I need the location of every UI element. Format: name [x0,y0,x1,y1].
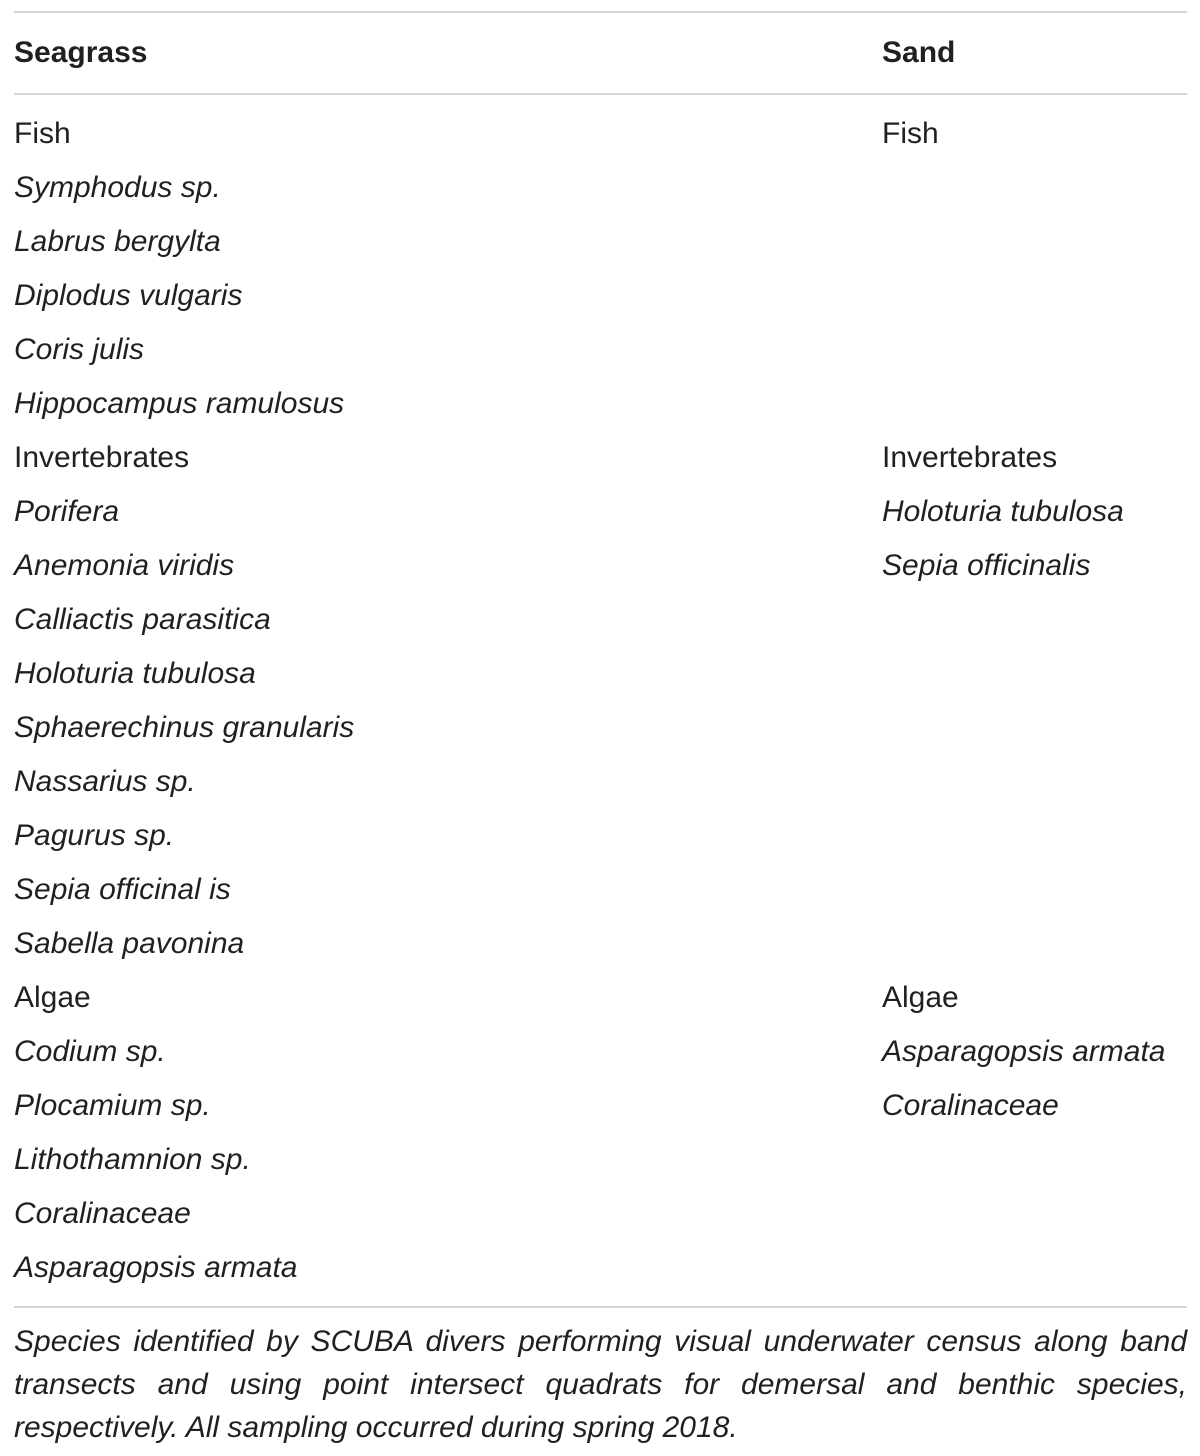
seagrass-row: Fish [14,117,71,150]
sand-row: Sepia officinalis [882,549,1091,582]
seagrass-row: Porifera [14,495,120,528]
sand-row: Holoturia tubulosa [882,495,1124,528]
seagrass-row: Sphaerechinus granularis [14,711,355,744]
header-sand: Sand [882,36,956,69]
seagrass-row: Diplodus vulgaris [14,279,243,312]
seagrass-row: Hippocampus ramulosus [14,387,345,420]
seagrass-row: Coralinaceae [14,1197,191,1230]
header-seagrass: Seagrass [14,36,148,69]
seagrass-row: Calliactis parasitica [14,603,271,636]
seagrass-row: Plocamium sp. [14,1089,211,1122]
seagrass-row: Holoturia tubulosa [14,657,256,690]
seagrass-row: Labrus bergylta [14,225,221,258]
seagrass-row: Nassarius sp. [14,765,196,798]
sand-row: Asparagopsis armata [882,1035,1166,1068]
seagrass-row: Symphodus sp. [14,171,221,204]
table-footnote: Species identified by SCUBA divers performing visual underwater census along band transects and using point intersect quadrats for demersal and benthic species, respectively. All sampling occurred during spring 2018. [14,1325,1187,1444]
seagrass-row: Codium sp. [14,1035,166,1068]
table-bottom-rule [14,1306,1187,1308]
sand-row: Invertebrates [882,441,1058,474]
seagrass-row: Lithothamnion sp. [14,1143,251,1176]
header-rule [14,93,1187,95]
seagrass-row: Algae [14,981,91,1014]
table-top-rule [14,11,1187,13]
seagrass-row: Pagurus sp. [14,819,175,852]
seagrass-row: Sabella pavonina [14,927,245,960]
seagrass-row: Invertebrates [14,441,190,474]
sand-row: Fish [882,117,939,150]
seagrass-row: Coris julis [14,333,145,366]
seagrass-row: Anemonia viridis [14,549,235,582]
seagrass-row: Asparagopsis armata [14,1251,298,1284]
sand-row: Algae [882,981,959,1014]
sand-row: Coralinaceae [882,1089,1059,1122]
seagrass-row: Sepia officinal is [14,873,231,906]
